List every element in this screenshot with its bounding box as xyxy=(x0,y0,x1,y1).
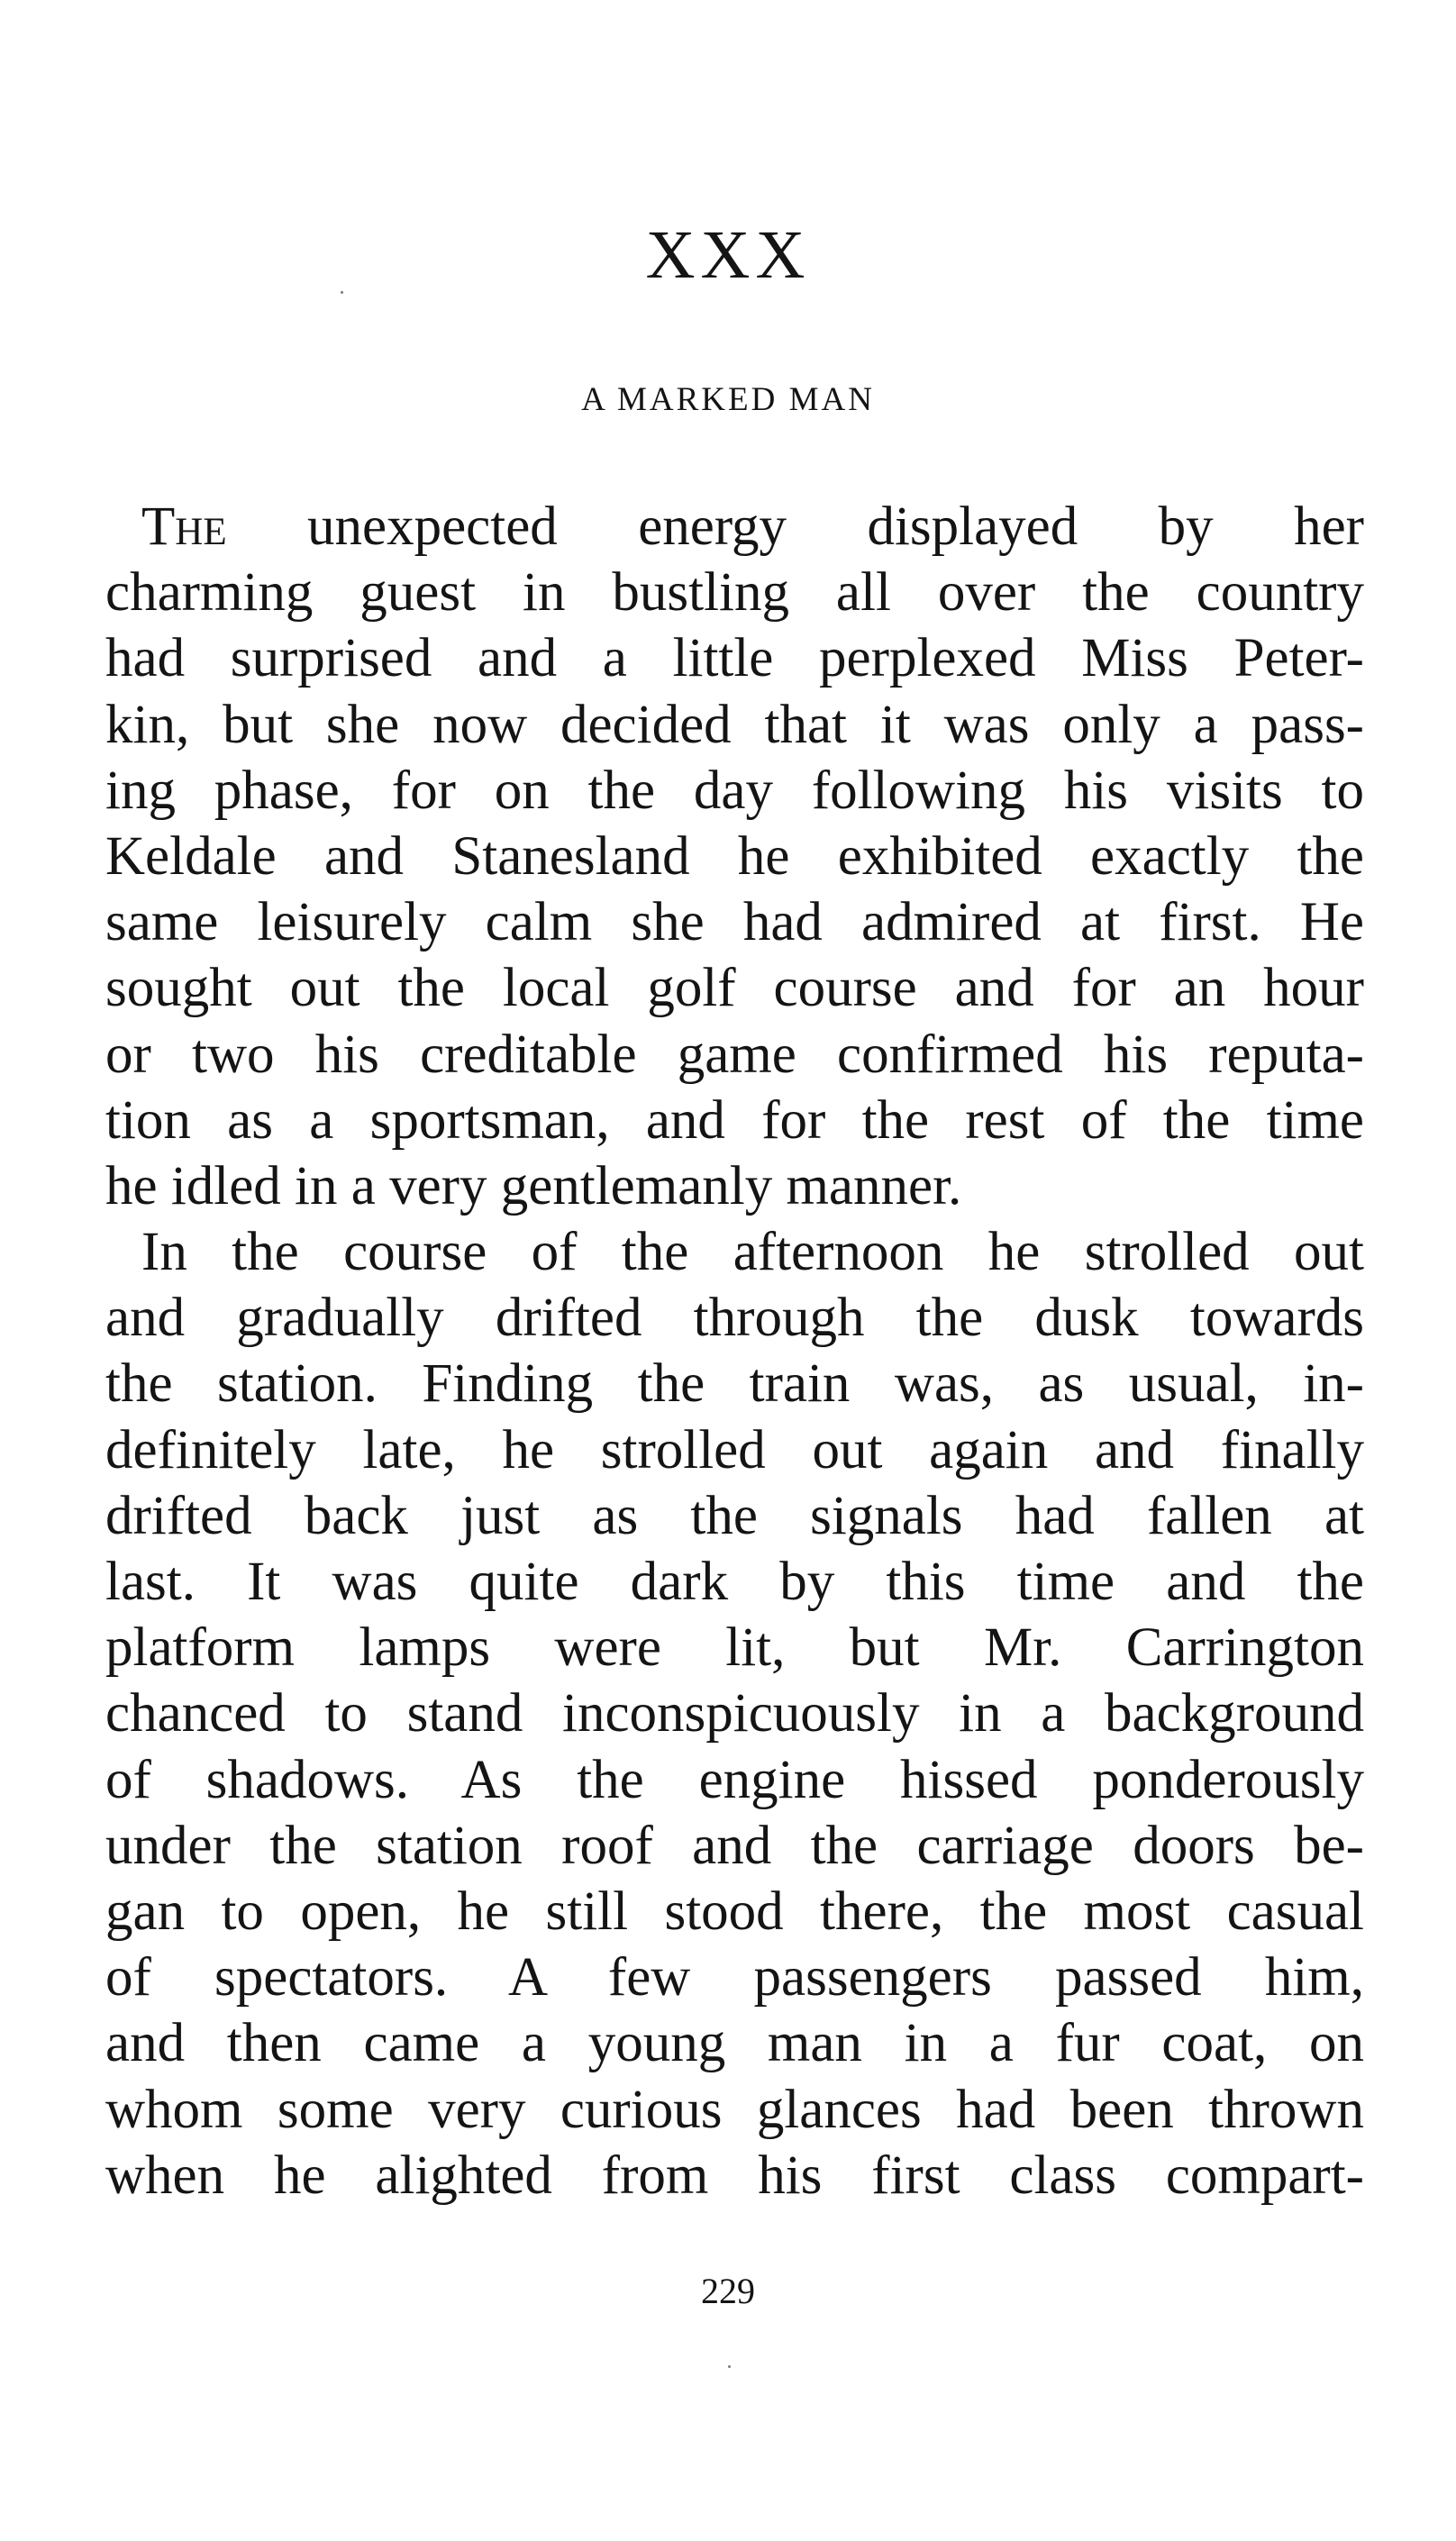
print-speck xyxy=(341,291,343,294)
text-line: chanced to stand inconspicuously in a background xyxy=(105,1683,1364,1744)
paragraph-lead-word: The xyxy=(141,496,227,557)
text-line: and gradually drifted through the dusk towards xyxy=(105,1288,1364,1349)
chapter-number: XXX xyxy=(645,217,811,293)
text-line: definitely late, he strolled out again and finally xyxy=(105,1419,1364,1480)
text-line: drifted back just as the signals had fallen at xyxy=(105,1485,1364,1546)
page-number: 229 xyxy=(701,2271,755,2311)
text-line: In the course of the afternoon he strolled out xyxy=(141,1222,1364,1283)
text-line: ing phase, for on the day following his visits to xyxy=(105,760,1364,821)
text-line: platform lamps were lit, but Mr. Carrington xyxy=(105,1617,1364,1679)
text-line: sought out the local golf course and for an hour xyxy=(105,958,1364,1019)
text-line: last. It was quite dark by this time and the xyxy=(105,1552,1364,1612)
text-line: had surprised and a little perplexed Miss Peter- xyxy=(105,628,1364,689)
text-line: The unexpected energy displayed by her xyxy=(141,496,1364,557)
text-line: charming guest in bustling all over the country xyxy=(105,562,1364,624)
print-speck xyxy=(728,2365,731,2368)
text-line: same leisurely calm she had admired at first. He xyxy=(105,892,1364,953)
text-line: gan to open, he still stood there, the most casual xyxy=(105,1881,1364,1942)
body-text xyxy=(105,494,1364,2209)
text-line: Keldale and Stanesland he exhibited exactly the xyxy=(105,825,1364,887)
text-line: and then came a young man in a fur coat, on xyxy=(105,2013,1364,2074)
text-line: or two his creditable game confirmed his reputa- xyxy=(105,1024,1364,1085)
text-line: when he alighted from his first class compart- xyxy=(105,2145,1364,2206)
text-line: of shadows. As the engine hissed ponderously xyxy=(105,1749,1364,1810)
text-line: kin, but she now decided that it was only a pass- xyxy=(105,694,1364,755)
chapter-title: A MARKED MAN xyxy=(581,381,875,418)
text-line: under the station roof and the carriage doors be- xyxy=(105,1815,1364,1876)
text-line: the station. Finding the train was, as usual, in- xyxy=(105,1353,1364,1415)
text-line: tion as a sportsman, and for the rest of the time xyxy=(105,1089,1364,1151)
text-line: he idled in a very gentlemanly manner. xyxy=(105,1155,962,1216)
text-line: of spectators. A few passengers passed him, xyxy=(105,1947,1364,2008)
text-line: whom some very curious glances had been thrown xyxy=(105,2079,1364,2140)
